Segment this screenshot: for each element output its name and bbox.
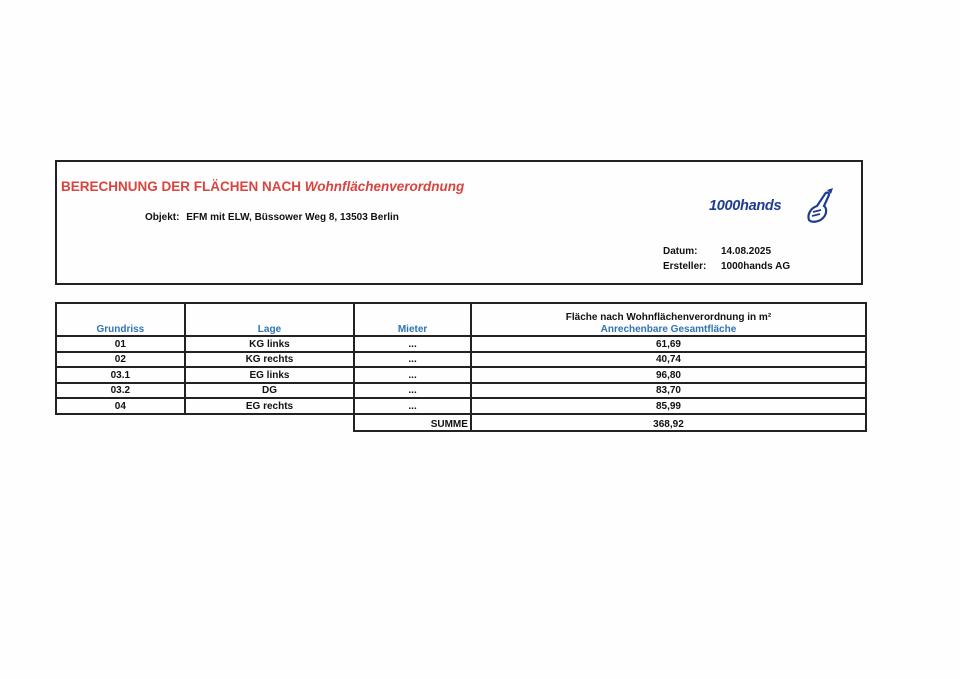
cell-mieter: ... [354, 367, 471, 383]
sum-spacer [56, 414, 185, 431]
header-box [55, 160, 863, 285]
cell-lage: EG links [185, 367, 355, 383]
column-header-flaeche [471, 303, 866, 336]
cell-lage: DG [185, 383, 355, 399]
cell-grundriss: 02 [56, 352, 185, 368]
cell-mieter: ... [354, 398, 471, 414]
table-row [56, 352, 866, 368]
cell-mieter: ... [354, 383, 471, 399]
cell-grundriss: 03.1 [56, 367, 185, 383]
cell-grundriss: 01 [56, 336, 185, 352]
cell-flaeche: 61,69 [471, 336, 866, 352]
column-header-grundriss: Grundriss [56, 303, 185, 336]
ersteller-label: Ersteller: [663, 261, 707, 272]
title-italic: Wohnflächenverordnung [304, 179, 465, 194]
document-meta [663, 244, 790, 274]
company-logo [707, 186, 837, 230]
table-row [56, 383, 866, 399]
cell-lage: EG rechts [185, 398, 355, 414]
title-main: BERECHNUNG DER FLÄCHEN NACH [61, 179, 305, 194]
objekt-label: Objekt: [145, 212, 180, 223]
cell-grundriss: 03.2 [56, 383, 185, 399]
sum-value: 368,92 [471, 414, 866, 431]
objekt-line [145, 212, 399, 223]
cell-lage: KG links [185, 336, 355, 352]
sum-row [56, 414, 866, 431]
cell-flaeche: 96,80 [471, 367, 866, 383]
column-header-lage: Lage [185, 303, 355, 336]
column-header-flaeche-line2: Anrechenbare Gesamtfläche [600, 324, 737, 335]
objekt-value: EFM mit ELW, Büssower Weg 8, 13503 Berlin [186, 212, 399, 223]
table-row [56, 398, 866, 414]
datum-value: 14.08.2025 [721, 246, 772, 257]
logo-text: 1000hands [709, 198, 782, 214]
ersteller-value: 1000hands AG [721, 261, 791, 272]
sum-label: SUMME [354, 414, 471, 431]
cell-grundriss: 04 [56, 398, 185, 414]
column-header-mieter: Mieter [354, 303, 471, 336]
area-table [55, 302, 867, 432]
ersteller-row [663, 259, 790, 274]
cell-flaeche: 83,70 [471, 383, 866, 399]
document-title [61, 179, 464, 194]
cell-mieter: ... [354, 336, 471, 352]
datum-label: Datum: [663, 246, 698, 257]
cell-lage: KG rechts [185, 352, 355, 368]
hand-tool-icon [797, 186, 837, 228]
cell-flaeche: 85,99 [471, 398, 866, 414]
datum-row [663, 244, 790, 259]
sum-spacer [185, 414, 355, 431]
table-row [56, 336, 866, 352]
cell-mieter: ... [354, 352, 471, 368]
table-row [56, 367, 866, 383]
column-header-flaeche-line1: Fläche nach Wohnflächenverordnung in m² [565, 312, 772, 323]
cell-flaeche: 40,74 [471, 352, 866, 368]
table-header-row [56, 303, 866, 336]
